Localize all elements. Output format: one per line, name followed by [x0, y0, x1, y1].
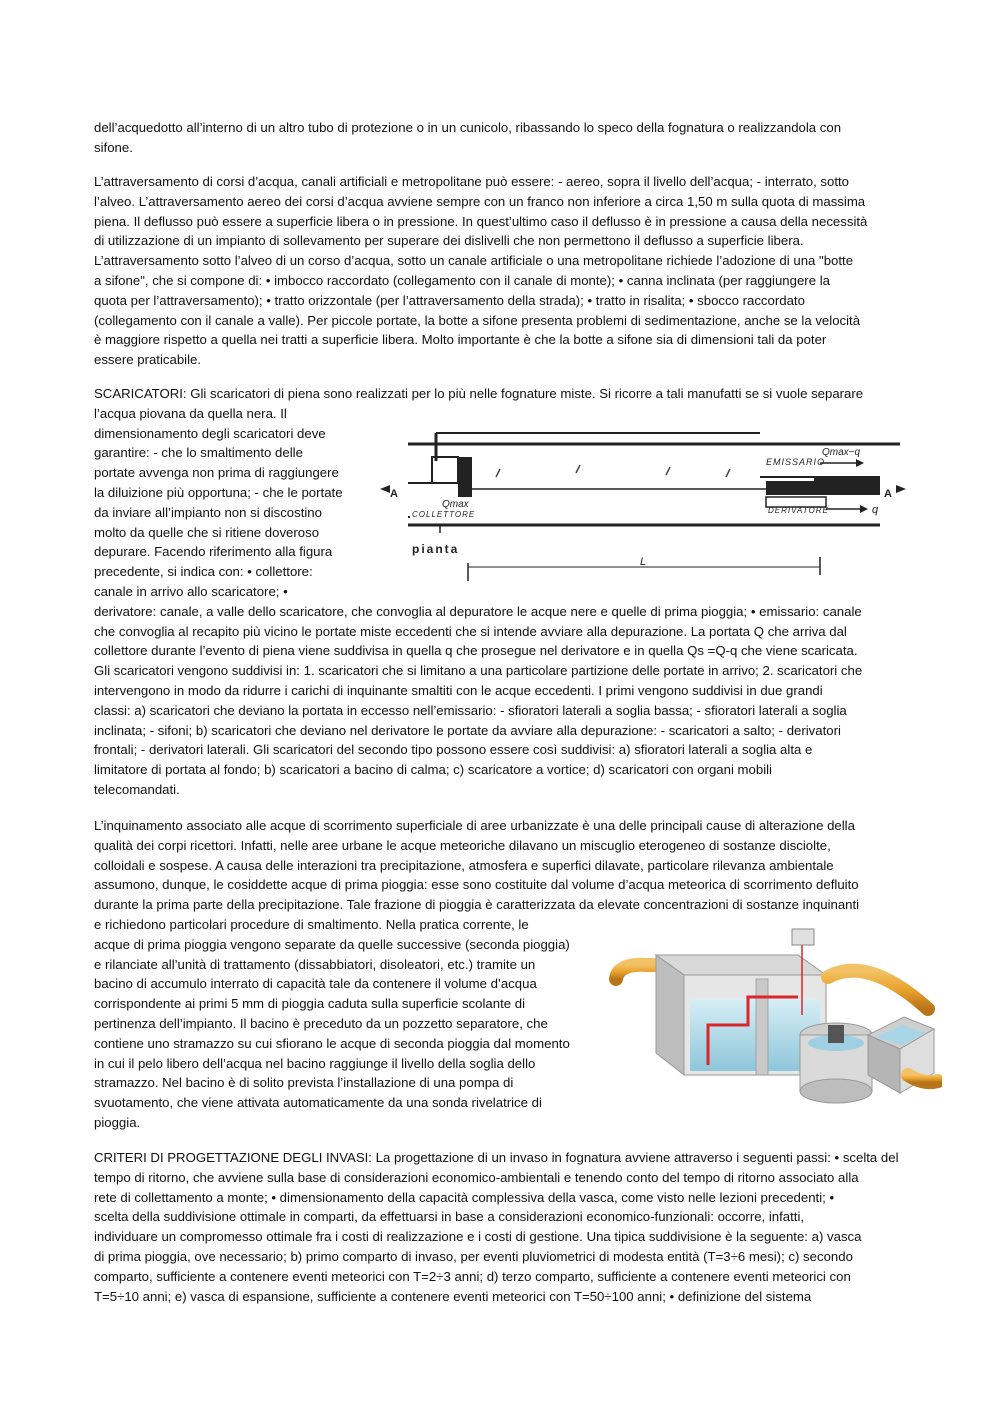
text-line: precedente, si indica con: • collettore: [94, 564, 313, 580]
text-line: stramazzo. Nel bacino è di solito prevista l’installazione di una pompa di [94, 1075, 514, 1091]
text-line: sifone. [94, 139, 133, 155]
text-line: di utilizzazione di un impianto di sollevamento per superare dei dislivelli che non permettono il deflusso a superficie libera. [94, 233, 804, 249]
text-line: classi: a) scaricatori che deviano la portata in eccesso nell’emissario: - sfioratori laterali a soglia bassa; - sfioratori laterali a soglia [94, 702, 847, 718]
text-line: scelta della suddivisione ottimale in comparti, da effettuarsi in base a considerazioni economico-funzionali: occorre, infatti, [94, 1209, 805, 1225]
text-line: portate avvenga non prima di raggiungere [94, 465, 339, 481]
text-line: che convoglia al recapito più vicino le portate miste eccedenti che si intende avviare alla depurazione. La portata Q che arriva dal [94, 623, 847, 639]
figure-scaricatore-pianta [380, 425, 906, 587]
text-line: SCARICATORI: Gli scaricatori di piena sono realizzati per lo più nelle fognature miste. Si ricorre a tali manufatti se si vuole separare [94, 386, 864, 401]
text-line: limitatore di portata al fondo; b) scaricatori a bacino di calma; c) scaricatore a vortice; d) scaricatori con organi mobili [94, 762, 772, 778]
text-line: telecomandati. [94, 781, 180, 797]
text-line: durante la prima parte della precipitazione. Tale frazione di pioggia è caratterizzata da elevate concentrazioni di sostanze inquinanti [94, 897, 860, 913]
text-line: contiene uno stramazzo su cui sfiorano le acque di seconda pioggia dal momento [94, 1035, 570, 1051]
paragraph-criteri-progettazione [94, 1148, 906, 1306]
text-line: rete di collettamento a monte; • dimensionamento della capacità complessiva della vasca, come visto nelle lezioni precedenti; • [94, 1189, 835, 1205]
text-line: garantire: - che lo smaltimento delle [94, 445, 303, 461]
text-line: piena. Il deflusso può essere a superficie libera o in pressione. In quest’ultimo caso il deflusso è in pressione a causa della necessità [94, 213, 868, 229]
text-line: (collegamento con il canale a valle). Per piccole portate, la botte a sifone presenta problemi di sedimentazione, anche se la velocità [94, 312, 861, 328]
text-line: derivatore: canale, a valle dello scaricatore, che convoglia al depuratore le acque nere e quelle di prima pioggia; • emissario: canale [94, 603, 862, 619]
text-line: è maggiore rispetto a quella nei tratti a superficie libera. Molto importante è che la botte a sifone sia di dimensioni tali da poter [94, 332, 827, 348]
text-line: dell’acquedotto all’interno di un altro tubo di protezione o in un cunicolo, ribassando lo speco della fognatura o realizzandola con [94, 120, 842, 135]
text-line: assumono, dunque, le cosiddette acque di prima pioggia: esse sono costituite dal volume d’acqua meteorica di scorrimento defluito [94, 877, 859, 893]
text-line: a sifone", che si compone di: • imbocco raccordato (collegamento con il canale di monte); • canna inclinata (per raggiungere la [94, 272, 830, 288]
text-line: intervengono in modo da ridurre i carichi di inquinante smaltiti con le acque eccedenti. I primi vengono suddivisi in due grandi [94, 682, 823, 698]
text-line: dimensionamento degli scaricatori deve [94, 425, 326, 441]
text-line: l’alveo. L’attraversamento aereo dei corsi d’acqua avviene sempre con un franco non inferiore a circa 1,50 m sulla quota di massima [94, 193, 866, 209]
text-line: pertinenza dell’impianto. Il bacino è preceduto da un pozzetto separatore, che [94, 1015, 548, 1031]
label-l: L [640, 556, 647, 568]
label-a-right: A [884, 488, 892, 500]
label-derivatore: DERIVATORE [768, 506, 829, 515]
text-line: L’inquinamento associato alle acque di scorrimento superficiale di aree urbanizzate è una delle principali cause di alterazione della [94, 818, 855, 833]
text-line: corrispondente ai primi 5 mm di pioggia caduta sulla superficie scolante di [94, 996, 526, 1012]
text-line: frontali; - derivatori laterali. Gli scaricatori del secondo tipo possono essere così suddivisi: a) sfioratori laterali a soglia alta e [94, 742, 813, 758]
text-line: da inviare all’impianto non si discostino [94, 504, 322, 520]
text-line: la diluizione più opportuna; - che le portate [94, 484, 343, 500]
text-line: Gli scaricatori vengono suddivisi in: 1. scaricatori che si limitano a una particolare partizione delle portate in arrivo; 2. scaricatori che [94, 663, 863, 679]
text-line: pioggia. [94, 1114, 141, 1130]
label-qmax-q: Qmax−q [822, 447, 861, 458]
label-qmax: Qmax [442, 499, 469, 510]
text-line: quota per l’attraversamento); • tratto orizzontale (per l’attraversamento della strada); • tratto in risalita; • sbocco raccordato [94, 292, 805, 308]
text-line: qualità dei corpi ricettori. Infatti, nelle aree urbane le acque meteoriche dilavano un miscuglio eterogeneo di sostanze disciolte, [94, 837, 831, 853]
text-line: di prima pioggia, ove necessario; b) primo comparto di invaso, per eventi pluviometrici di modesta entità (T=3÷6 mesi); c) secondo [94, 1248, 853, 1264]
text-line: comparto, sufficiente a contenere eventi meteorici con T=2÷3 anni; d) terzo comparto, sufficiente a contenere eventi meteorici con [94, 1268, 851, 1284]
label-collettore: COLLETTORE [412, 510, 476, 519]
text-line: e rilanciate all’unità di trattamento (dissabbiatori, disoleatori, etc.) tramite un [94, 956, 536, 972]
label-a-left: A [390, 488, 398, 500]
label-q: q [872, 504, 879, 516]
label-pianta: pianta [412, 542, 460, 556]
text-line: colloidali e sospese. A causa delle interazioni tra precipitazione, atmosfera e superfici dilavate, particolare rilevanza ambientale [94, 857, 834, 873]
text-line: L’attraversamento di corsi d’acqua, canali artificiali e metropolitane può essere: - aereo, sopra il livello dell’acqua; - interrato, sotto [94, 174, 850, 189]
text-line: acque di prima pioggia vengono separate da quelle successive (seconda pioggia) [94, 936, 570, 952]
figure-vasca-prima-pioggia [608, 925, 942, 1115]
text-line: individuare un compromesso ottimale fra i costi di realizzazione e i costi di gestione. Una tipica suddivisione è la seguente: a) vasca [94, 1229, 862, 1245]
text-line: l’acqua piovana da quella nera. Il [94, 405, 287, 421]
text-line: CRITERI DI PROGETTAZIONE DEGLI INVASI: La progettazione di un invaso in fognatura avviene attraverso i seguenti passi: • scelta del [94, 1150, 899, 1165]
text-line: essere praticabile. [94, 352, 202, 368]
text-line: collettore durante l’evento di piena viene suddivisa in quella q che prosegue nel derivatore e in quella Qs =Q-q che viene scaricata. [94, 643, 858, 659]
text-line: depurare. Facendo riferimento alla figura [94, 544, 333, 560]
text-line: bacino di accumulo interrato di capacità tale da contenere il volume d’acqua [94, 976, 537, 992]
text-line: in cui il pelo libero dell’acqua nel bacino raggiunge il livello della soglia dello [94, 1055, 536, 1071]
text-line: molto da quelle che si ritiene doveroso [94, 524, 320, 540]
text-line: svuotamento, che viene attivata automaticamente da una sonda rivelatrice di [94, 1095, 542, 1111]
text-line: canale in arrivo allo scaricatore; • [94, 583, 288, 599]
text-line: L’attraversamento sotto l’alveo di un corso d’acqua, sotto un canale artificiale o una metropolitane richiede l’adozione di una "botte [94, 253, 854, 269]
paragraph-acquedotto [94, 118, 906, 158]
paragraph-attraversamento [94, 172, 906, 370]
label-emissario: EMISSARIO [766, 457, 826, 467]
text-line: tempo di ritorno, che avviene sulla base di considerazioni economico-ambientali e tenendo conto del tempo di ritorno associato alla [94, 1169, 859, 1185]
text-line: e richiedono particolari procedure di smaltimento. Nella pratica corrente, le [94, 916, 529, 932]
text-line: inclinata; - sifoni; b) scaricatori che deviano nel derivatore le portate da avviare alla depurazione: - scaricatori a salto; - derivatori [94, 722, 841, 738]
text-line: T=5÷10 anni; e) vasca di espansione, sufficiente a contenere eventi meteorici con T=50÷100 anni; • definizione del sistema [94, 1288, 812, 1304]
